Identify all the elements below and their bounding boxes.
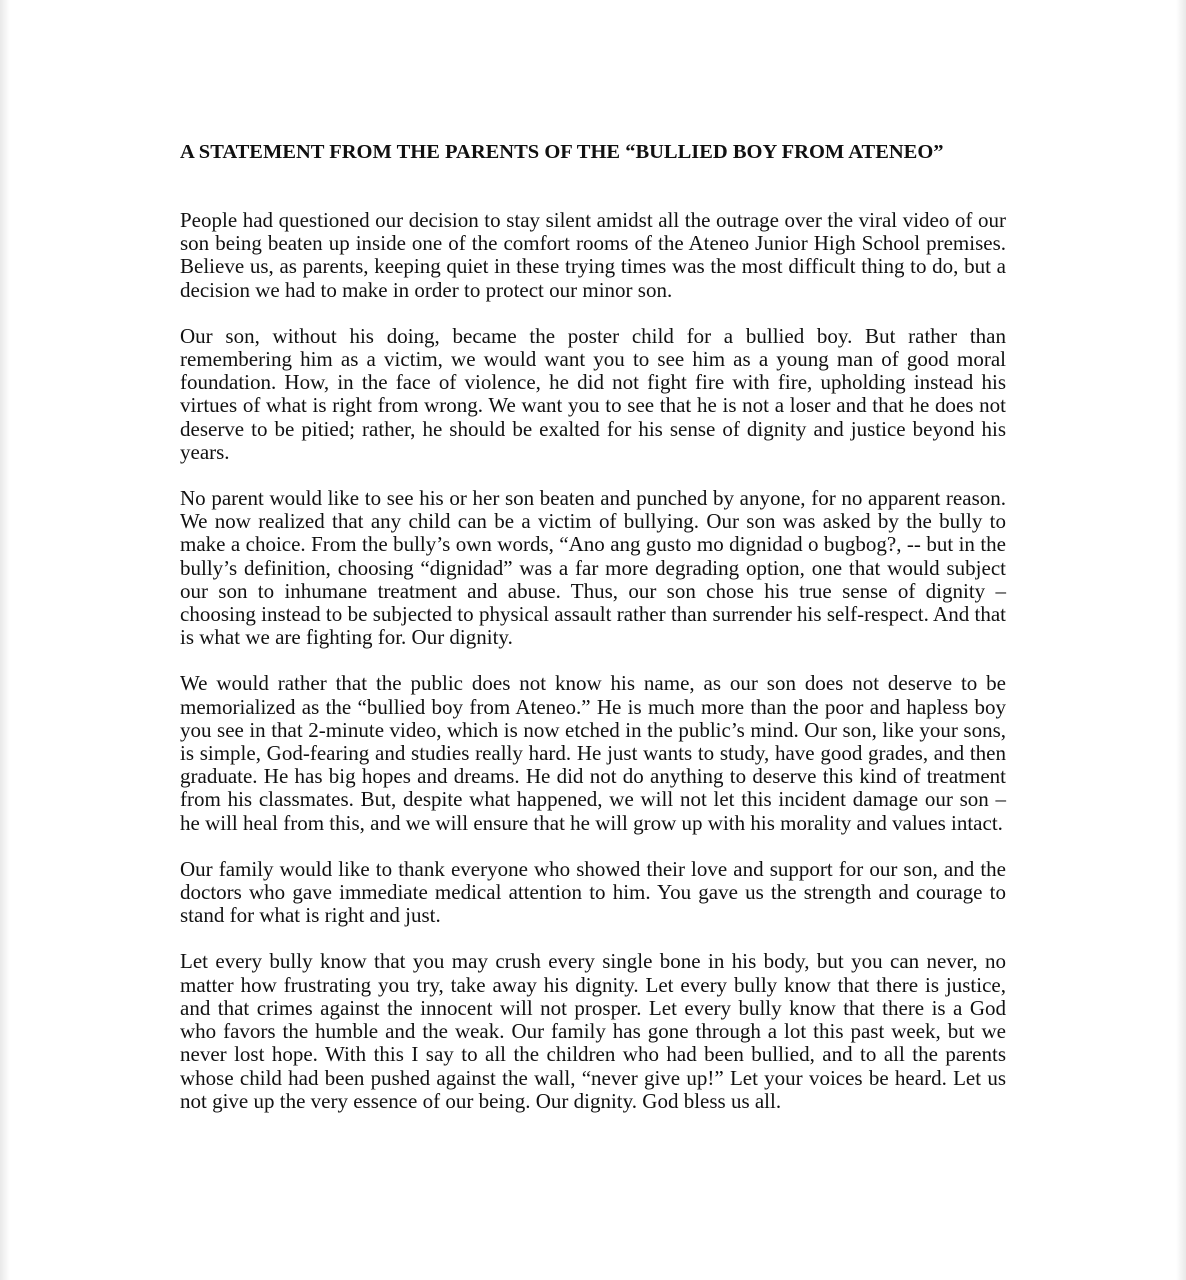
paragraph-thanks: Our family would like to thank everyone who showed their love and support for our son, and the doctors who gave immediate medical attention to him. You gave us the strength and courage to stand for what is right and just. <box>180 856 1006 928</box>
paragraph-privacy: We would rather that the public does not know his name, as our son does not deserve to be memorialized as the “bullied boy from Ateneo.” He is much more than the poor and hapless boy you see in that 2-minute video, which is now etched in the public’s mind. Our son, like your sons, is simple, God-fearing and studies really hard. He just wants to study, have good grades, and then graduate. He has big hopes and dreams. He did not do anything to deserve this kind of treatment from his classmates. But, despite what happened, we will not let this incident damage our son – he will heal from this, and we will ensure that he will grow up with his morality and values intact. <box>180 671 1006 835</box>
page-edge-left <box>0 0 10 1280</box>
paragraph-dignity-choice: No parent would like to see his or her son beaten and punched by anyone, for no apparent reason. We now realized that any child can be a victim of bullying. Our son was asked by the bully to make a choice. From the bully’s own words, “Ano ang gusto mo dignidad o bugbog?, -- but in the bully’s definition, choosing “dignidad” was a far more degrading option, one that would subject our son to inhumane treatment and abuse. Thus, our son chose his true sense of dignity – choosing instead to be subjected to physical assault rather than surrender his self-respect. And that is what we are fighting for. Our dignity. <box>180 486 1006 650</box>
paragraph-closing: Let every bully know that you may crush every single bone in his body, but you can never, no matter how frustrating you try, take away his dignity. Let every bully know that there is justice, and that crimes against the innocent will not prosper. Let every bully know that there is a God who favors the humble and the weak. Our family has gone through a lot this past week, but we never lost hope. With this I say to all the children who had been bullied, and to all the parents whose child had been pushed against the wall, “never give up!” Let your voices be heard. Let us not give up the very essence of our being. Our dignity. God bless us all. <box>180 949 1006 1113</box>
page-edge-right <box>1176 0 1186 1280</box>
paragraph-poster-child: Our son, without his doing, became the poster child for a bullied boy. But rather than remembering him as a victim, we would want you to see him as a young man of good moral foundation. How, in the face of violence, he did not fight fire with fire, upholding instead his virtues of what is right from wrong. We want you to see that he is not a loser and that he does not deserve to be pitied; rather, he should be exalted for his sense of dignity and justice beyond his years. <box>180 323 1006 464</box>
document-title: A STATEMENT FROM THE PARENTS OF THE “BULLIED BOY FROM ATENEO” <box>180 141 944 163</box>
document-body <box>180 139 1006 1136</box>
paragraph-silence: People had questioned our decision to stay silent amidst all the outrage over the viral video of our son being beaten up inside one of the comfort rooms of the Ateneo Junior High School premises. Believe us, as parents, keeping quiet in these trying times was the most difficult thing to do, but a decision we had to make in order to protect our minor son. <box>180 208 1006 302</box>
